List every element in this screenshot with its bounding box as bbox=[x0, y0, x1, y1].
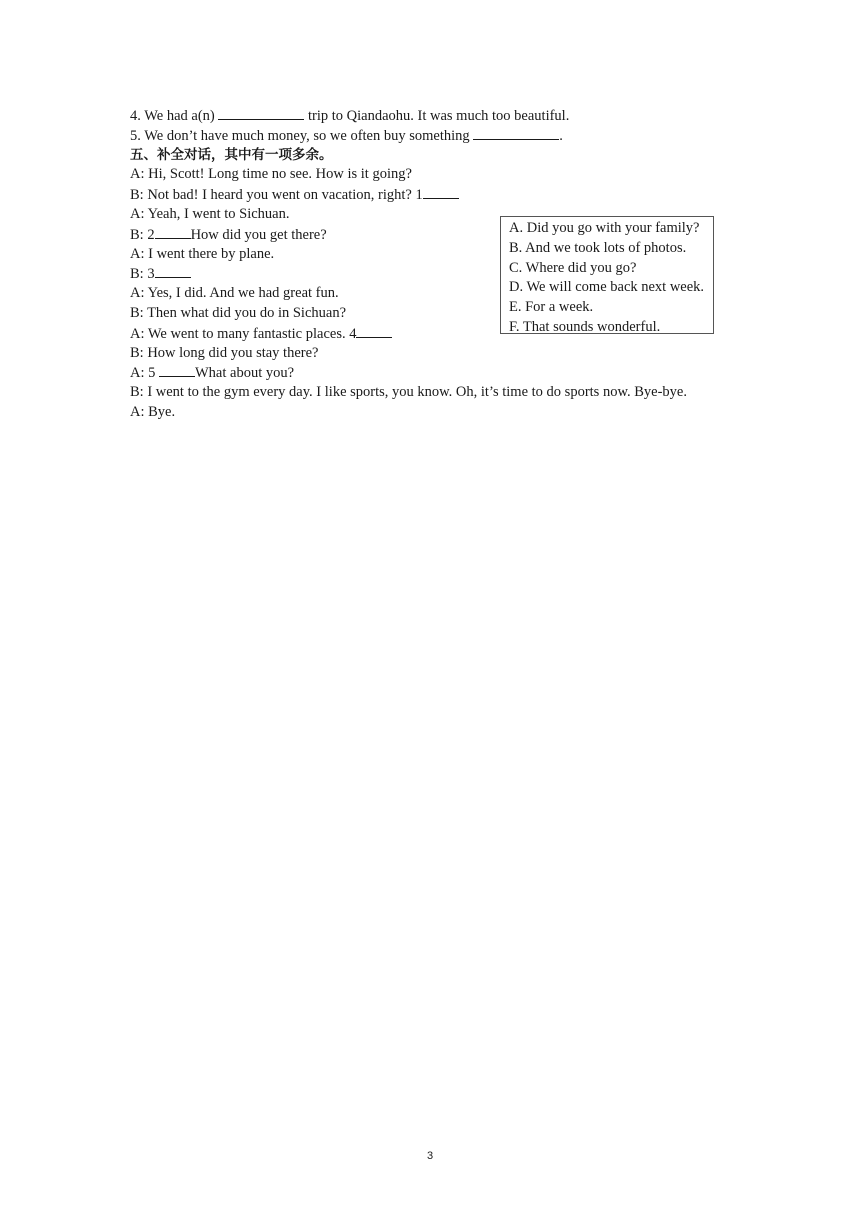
dialogue-text: How did you get there? bbox=[190, 227, 327, 243]
dialogue-line bbox=[130, 185, 459, 204]
dialogue-line bbox=[130, 344, 318, 362]
answer-blank bbox=[218, 106, 304, 120]
dialogue-line bbox=[130, 225, 327, 244]
option-f: F. That sounds wonderful. bbox=[509, 318, 661, 335]
option-c: C. Where did you go? bbox=[509, 259, 637, 276]
dialogue-text: B: Then what did you do in Sichuan? bbox=[130, 305, 346, 321]
dialogue-line bbox=[130, 165, 412, 183]
option-e: E. For a week. bbox=[509, 299, 594, 316]
dialogue-line bbox=[130, 324, 392, 343]
question-5-text-after: . bbox=[559, 128, 563, 144]
answer-blank bbox=[155, 225, 191, 239]
page-number: 3 bbox=[426, 1150, 434, 1162]
dialogue-text: B: 3 bbox=[130, 266, 155, 282]
dialogue-text: A: We went to many fantastic places. 4 bbox=[130, 326, 357, 342]
dialogue-line bbox=[130, 264, 191, 283]
answer-blank bbox=[155, 264, 191, 278]
dialogue-line bbox=[130, 403, 175, 421]
answer-blank bbox=[473, 126, 559, 140]
dialogue-text: B: How long did you stay there? bbox=[130, 345, 319, 361]
question-4-text-after: trip to Qiandaohu. It was much too beautiful. bbox=[304, 108, 570, 124]
options-box bbox=[500, 216, 714, 334]
dialogue-line bbox=[130, 304, 346, 322]
dialogue-line bbox=[130, 205, 290, 223]
answer-blank bbox=[159, 363, 195, 377]
dialogue-text: A: Bye. bbox=[130, 404, 176, 420]
question-4-text-before: 4. We had a(n) bbox=[130, 108, 219, 124]
dialogue-line bbox=[130, 245, 274, 263]
dialogue-text: A: I went there by plane. bbox=[130, 246, 275, 262]
option-b: B. And we took lots of photos. bbox=[509, 239, 687, 256]
answer-blank bbox=[423, 185, 459, 199]
dialogue-text: A: Hi, Scott! Long time no see. How is it going? bbox=[130, 166, 412, 182]
section-heading: 五、补全对话，其中有一项多余。 bbox=[130, 147, 333, 163]
dialogue-text: B: Not bad! I heard you went on vacation, right? 1 bbox=[130, 187, 423, 203]
dialogue-text: B: I went to the gym every day. I like sports, you know. Oh, it’s time to do sports now. Bye-bye. bbox=[130, 384, 687, 400]
dialogue-line bbox=[130, 284, 339, 302]
option-d: D. We will come back next week. bbox=[509, 279, 705, 296]
dialogue-line bbox=[130, 383, 687, 401]
dialogue-text: A: Yes, I did. And we had great fun. bbox=[130, 285, 339, 301]
question-4 bbox=[130, 106, 569, 125]
dialogue-text: B: 2 bbox=[130, 227, 155, 243]
question-5-text-before: 5. We don’t have much money, so we often buy something bbox=[130, 128, 474, 144]
dialogue-text: A: Yeah, I went to Sichuan. bbox=[130, 206, 290, 222]
dialogue-line bbox=[130, 363, 294, 382]
option-a: A. Did you go with your family? bbox=[509, 220, 700, 236]
dialogue-text: A: 5 bbox=[130, 365, 159, 381]
question-5 bbox=[130, 126, 563, 145]
dialogue-text: What about you? bbox=[195, 365, 295, 381]
answer-blank bbox=[356, 324, 392, 338]
